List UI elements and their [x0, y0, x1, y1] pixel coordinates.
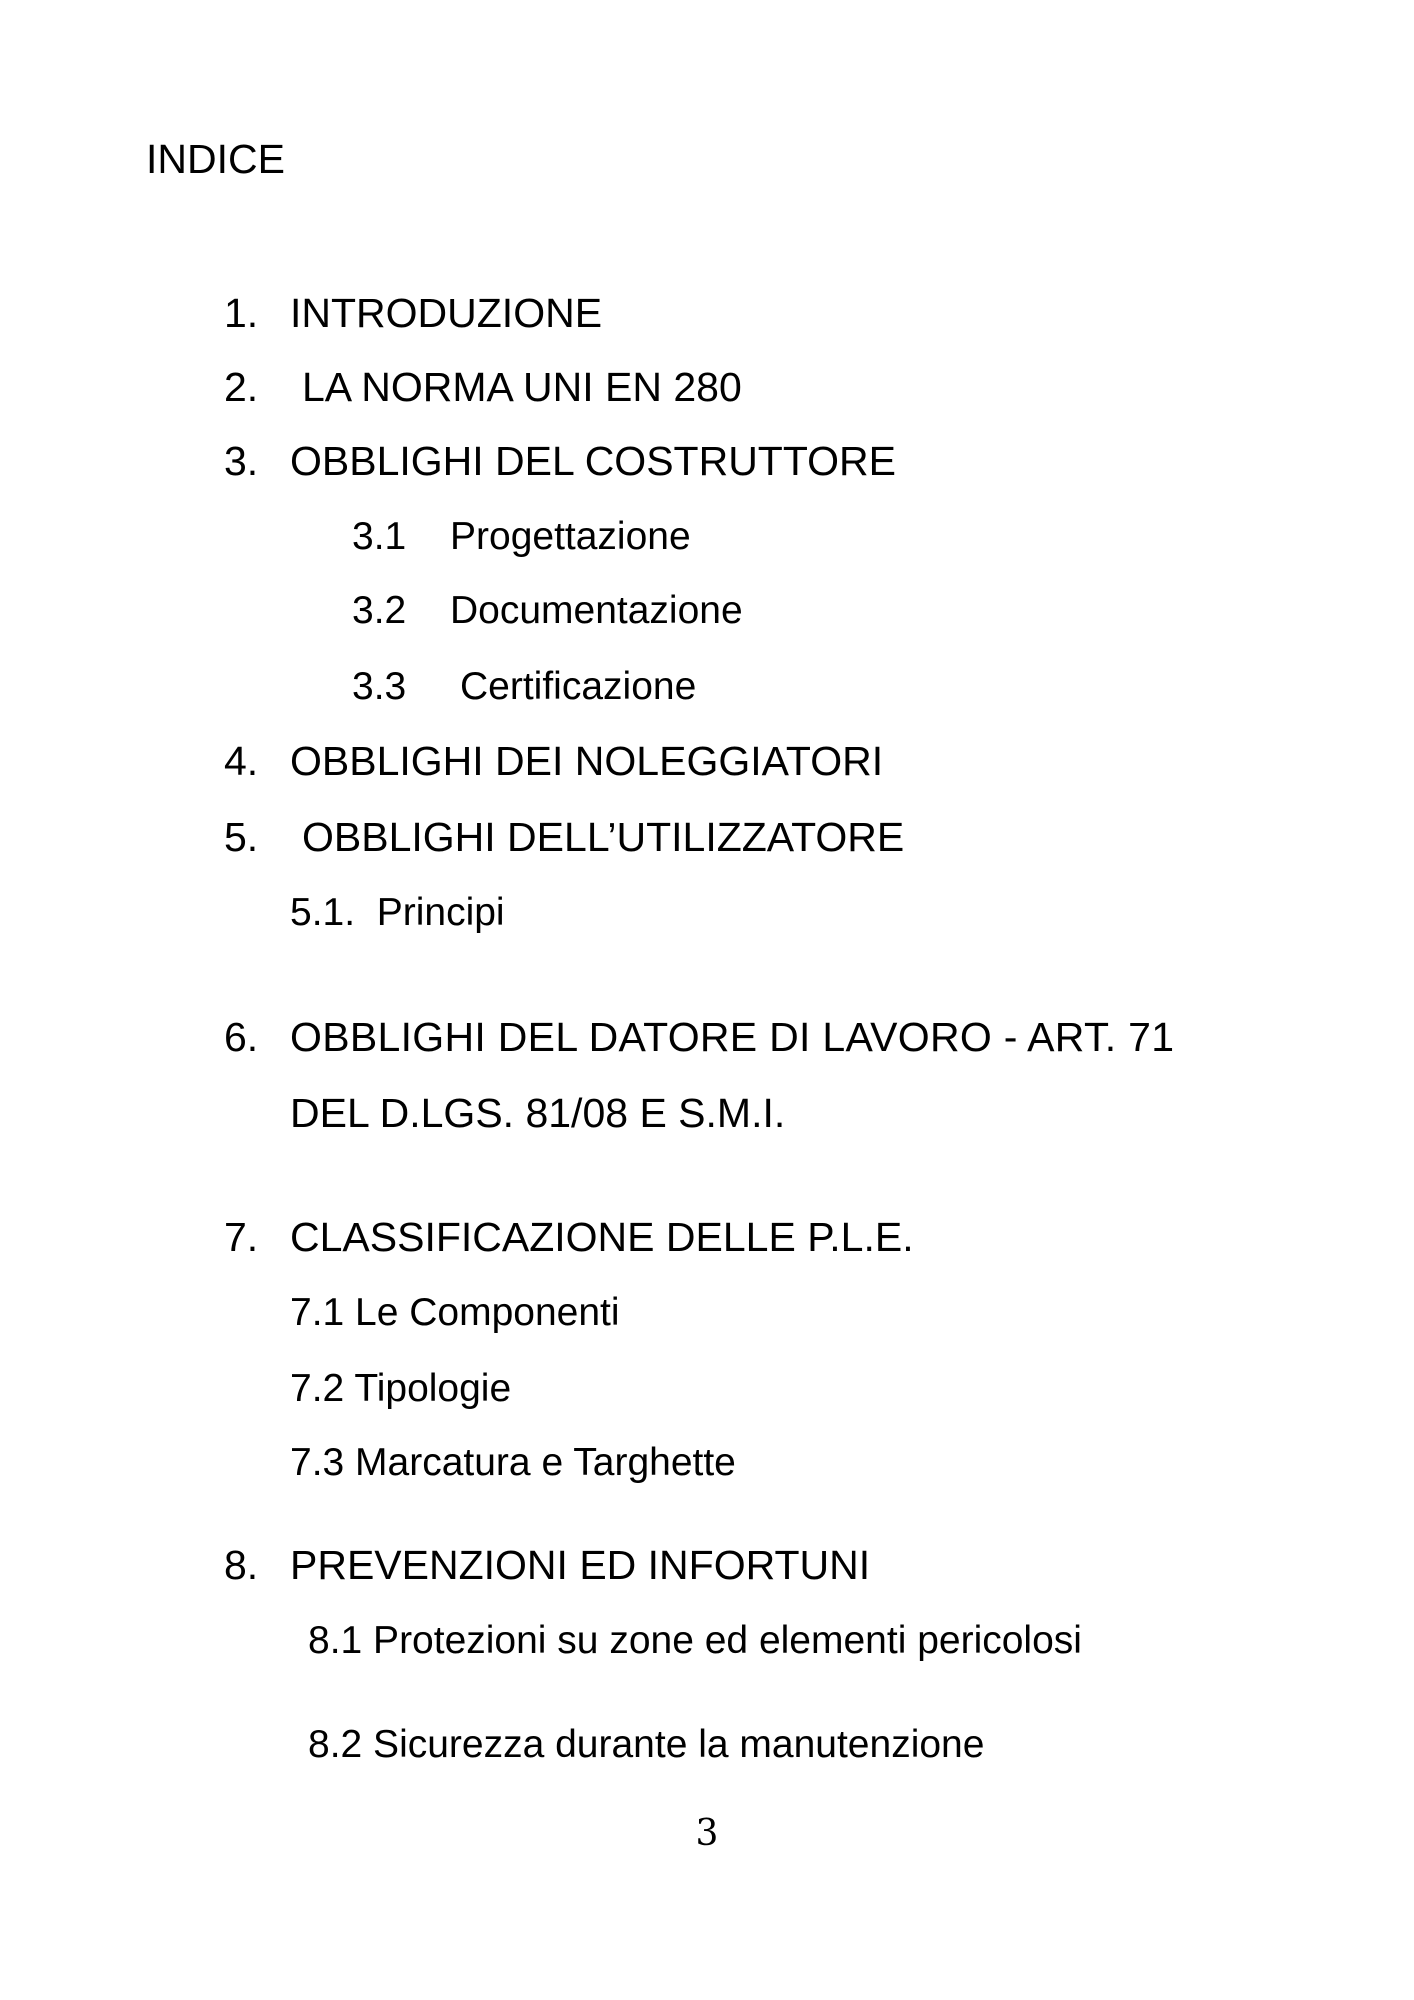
toc-subentry-8-2: 8.2 Sicurezza durante la manutenzione: [308, 1723, 985, 1766]
toc-entry-title: OBBLIGHI DEL DATORE DI LAVORO - ART. 71: [290, 1014, 1175, 1060]
toc-entry-number: 3.3: [352, 665, 407, 708]
toc-entry-title: PREVENZIONI ED INFORTUNI: [290, 1542, 871, 1588]
toc-entry-6-continuation: DEL D.LGS. 81/08 E S.M.I.: [290, 1090, 786, 1136]
toc-entry-number: 5.: [224, 814, 259, 860]
toc-entry-number: 8.: [224, 1542, 259, 1588]
toc-subentry-7-1: 7.1 Le Componenti: [290, 1291, 620, 1334]
toc-entry-title: OBBLIGHI DEI NOLEGGIATORI: [290, 738, 884, 784]
toc-entry-number: 7.: [224, 1214, 259, 1260]
toc-entry-number: 2.: [224, 364, 259, 410]
toc-entry-number: 3.: [224, 438, 259, 484]
toc-subentry-5-1: 5.1. Principi: [290, 891, 505, 934]
toc-entry-title: Progettazione: [450, 515, 691, 558]
toc-entry-title: OBBLIGHI DEL COSTRUTTORE: [290, 438, 896, 484]
toc-entry-title: INTRODUZIONE: [290, 290, 603, 336]
toc-entry-title: OBBLIGHI DELL’UTILIZZATORE: [302, 814, 905, 860]
toc-entry-title: LA NORMA UNI EN 280: [302, 364, 742, 410]
toc-entry-number: 1.: [224, 290, 259, 336]
toc-entry-title: Certificazione: [460, 665, 697, 708]
toc-entry-number: 4.: [224, 738, 259, 784]
toc-entry-number: 6.: [224, 1014, 259, 1060]
index-heading: INDICE: [146, 136, 285, 182]
toc-subentry-7-3: 7.3 Marcatura e Targhette: [290, 1441, 736, 1484]
toc-entry-number: 3.1: [352, 515, 407, 558]
toc-entry-number: 3.2: [352, 589, 407, 632]
toc-entry-title: CLASSIFICAZIONE DELLE P.L.E.: [290, 1214, 914, 1260]
page-number: 3: [695, 1813, 719, 1854]
toc-subentry-7-2: 7.2 Tipologie: [290, 1367, 512, 1410]
toc-entry-title: Documentazione: [450, 589, 743, 632]
toc-subentry-8-1: 8.1 Protezioni su zone ed elementi pericolosi: [308, 1619, 1082, 1662]
